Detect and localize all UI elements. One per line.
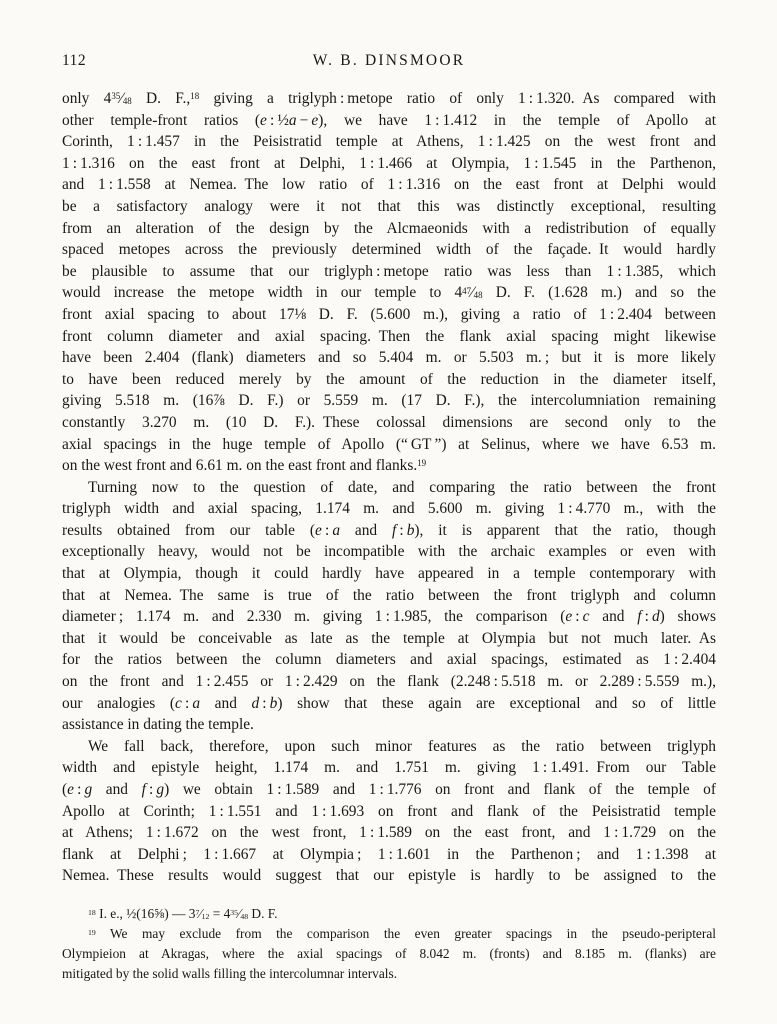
text-line: Apollo at Corinth; 1 : 1.551 and 1 : 1.693 on front and flank of the Peisistratid temple [62,802,716,820]
text-line: 1 : 1.316 on the east front at Delphi, 1 : 1.466 at Olympia, 1 : 1.545 in the Parthenon, [62,154,716,172]
text-line: Nemea. These results would suggest that our epistyle is hardly to be assigned to the [62,867,716,885]
text-line: spaced metopes across the previously determined width of the façade. It would hardly [62,241,716,259]
text-line: axial spacings in the huge temple of Apollo (“ GT ”) at Selinus, where we have 6.53 m. [62,435,716,453]
paragraph-1 [62,88,716,477]
footnote-line: mitigated by the solid walls filling the intercolumnar intervals. [62,965,398,981]
footnote-line: $^{18}$ I. e., ½(16⅝) — $3^7⁄_{12}$ = $4^{35}⁄_{48}$ D. F. [88,905,278,921]
footnote-line: Olympieion at Akragas, where the axial spacings of 8.042 m. (fronts) and 8.185 m. (flanks) are [62,945,716,961]
footnote-line: $^{19}$ We may exclude from the comparison the even greater spacings in the pseudo-peripteral [88,925,716,941]
text-line: on the west front and 6.61 m. on the east front and flanks.$^{19}$ [62,457,427,475]
text-line: be plausible to assume that our triglyph : metope ratio was less than 1 : 1.385, which [62,262,716,280]
text-line: that it would be conceivable as late as the temple at Olympia but not much later. As [62,629,716,647]
text-line: have been 2.404 (flank) diameters and so 5.404 m. or 5.503 m. ; but it is more likely [62,349,716,367]
text-line: We fall back, therefore, upon such minor features as the ratio between triglyph [88,737,716,755]
text-line: only $4^{35}⁄_{48}$ D. F.,$^{18}$ giving a triglyph : metope ratio of only 1 : 1.320. As compared with [62,90,716,107]
text-line: for the ratios between the column diameters and axial spacings, estimated as 1 : 2.404 [62,651,716,669]
text-line: exceptionally heavy, would not be incompatible with the archaic examples or even with [62,543,716,561]
text-line: that at Olympia, though it could hardly have appeared in a temple contemporary with [62,565,716,583]
footnote-18 [62,904,716,924]
text-line: on the front and 1 : 2.455 or 1 : 2.429 on the flank (2.248 : 5.518 m. or 2.289 : 5.559 m.), [62,673,716,691]
text-line: constantly 3.270 m. (10 D. F.). These colossal dimensions are second only to the [62,413,716,431]
text-line: assistance in dating the temple. [62,716,254,734]
text-line: Corinth, 1 : 1.457 in the Peisistratid temple at Athens, 1 : 1.425 on the west front and [62,133,716,151]
text-line: triglyph width and axial spacing, 1.174 m. and 5.600 m. giving 1 : 4.770 m., with the [62,500,716,518]
text-line: results obtained from our table (e : a and f : b), it is apparent that the ratio, though [62,521,716,539]
text-line: that at Nemea. The same is true of the ratio between the front triglyph and column [62,586,716,604]
text-line: to have been reduced merely by the amount of the reduction in the diameter itself, [62,370,716,388]
paragraph-3 [62,736,716,887]
text-line: and 1 : 1.558 at Nemea. The low ratio of 1 : 1.316 on the east front at Delphi would [62,176,716,194]
running-header [62,52,716,70]
text-line: (e : g and f : g) we obtain 1 : 1.589 and 1 : 1.776 on front and flank of the temple of [62,781,716,798]
footnote-19 [62,924,716,984]
text-line: our analogies (c : a and d : b) show that these again are exceptional and so of little [62,694,716,712]
text-line: front axial spacing to about 17⅛ D. F. (5.600 m.), giving a ratio of 1 : 2.404 between [62,305,716,323]
text-line: giving 5.518 m. (16⅞ D. F.) or 5.559 m. (17 D. F.), the intercolumniation remaining [62,392,716,410]
text-line: flank at Delphi ; 1 : 1.667 at Olympia ; 1 : 1.601 in the Parthenon ; and 1 : 1.398 at [62,845,716,863]
text-line: at Athens; 1 : 1.672 on the west front, 1 : 1.589 on the east front, and 1 : 1.729 on the [62,824,716,842]
paragraph-2 [62,477,716,736]
footnotes-section [62,904,716,984]
text-line: would increase the metope width in our temple to $4^{47}⁄_{48}$ D. F. (1.628 m.) and so the [62,284,716,302]
text-line: be a satisfactory analogy were it not that this was distinctly exceptional, resulting [62,197,716,215]
text-line: other temple-front ratios (e : ½a − e), we have 1 : 1.412 in the temple of Apollo at [62,111,716,129]
body-text [62,88,716,887]
text-line: Turning now to the question of date, and comparing the ratio between the front [88,478,716,496]
text-line: width and epistyle height, 1.174 m. and 1.751 m. giving 1 : 1.491. From our Table [62,759,716,777]
running-head-title: W. B. DINSMOOR [312,52,466,69]
text-line: front column diameter and axial spacing. Then the flank axial spacing might likewise [62,327,716,345]
text-line: diameter ; 1.174 m. and 2.330 m. giving 1 : 1.985, the comparison (e : c and f : d) shows [62,608,716,626]
page-number: 112 [62,52,87,69]
text-line: from an alteration of the design by the Alcmaeonids with a redistribution of equally [62,219,716,237]
